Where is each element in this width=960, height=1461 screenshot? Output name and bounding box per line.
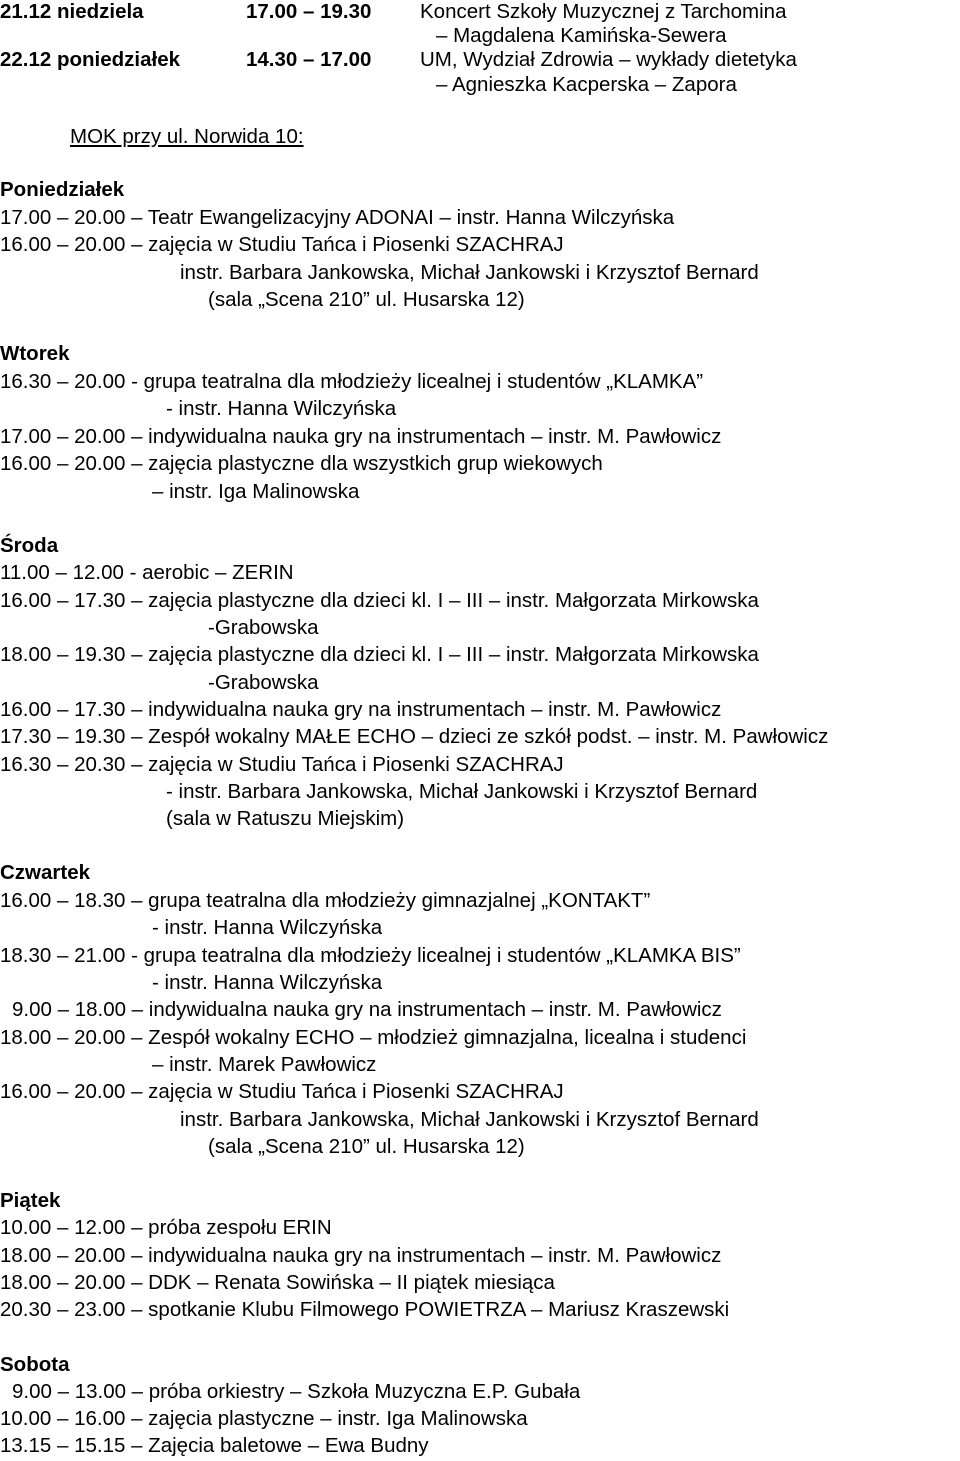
schedule-line: (sala „Scena 210” ul. Husarska 12) [208, 1135, 525, 1158]
schedule-line: instr. Barbara Jankowska, Michał Jankowski i Krzysztof Bernard [180, 1108, 759, 1131]
schedule-line: - instr. Hanna Wilczyńska [152, 971, 383, 994]
schedule-line: -Grabowska [208, 671, 319, 694]
schedule-line: 16.00 – 20.00 – zajęcia w Studiu Tańca i Piosenki SZACHRAJ [0, 233, 564, 256]
event-description: Koncert Szkoły Muzycznej z Tarchomina [420, 0, 787, 23]
schedule-line: 20.30 – 23.00 – spotkanie Klubu Filmowego POWIETRZA – Mariusz Kraszewski [0, 1298, 730, 1321]
schedule-line: (sala „Scena 210” ul. Husarska 12) [208, 288, 525, 311]
event-description-cont: – Agnieszka Kacperska – Zapora [436, 73, 737, 96]
day-heading-saturday: Sobota [0, 1353, 70, 1376]
schedule-line: 17.00 – 20.00 – indywidualna nauka gry na instrumentach – instr. M. Pawłowicz [0, 425, 722, 448]
event-date: 21.12 niedziela [0, 0, 144, 23]
day-heading-monday: Poniedziałek [0, 178, 125, 201]
schedule-line: 18.00 – 20.00 – Zespół wokalny ECHO – młodzież gimnazjalna, licealna i studenci [0, 1026, 747, 1049]
schedule-line: 16.30 – 20.30 – zajęcia w Studiu Tańca i Piosenki SZACHRAJ [0, 753, 564, 776]
schedule-line: 13.15 – 15.15 – Zajęcia baletowe – Ewa Budny [0, 1434, 429, 1457]
schedule-line: - instr. Barbara Jankowska, Michał Jankowski i Krzysztof Bernard [166, 780, 758, 803]
schedule-line: 18.00 – 20.00 – DDK – Renata Sowińska – II piątek miesiąca [0, 1271, 555, 1294]
schedule-line: 17.00 – 20.00 – Teatr Ewangelizacyjny ADONAI – instr. Hanna Wilczyńska [0, 206, 675, 229]
schedule-line: – instr. Iga Malinowska [152, 480, 360, 503]
schedule-line: (sala w Ratuszu Miejskim) [166, 807, 405, 830]
schedule-line: 10.00 – 12.00 – próba zespołu ERIN [0, 1216, 332, 1239]
schedule-line: 9.00 – 13.00 – próba orkiestry – Szkoła Muzyczna E.P. Gubała [12, 1380, 581, 1403]
venue-title: MOK przy ul. Norwida 10: [70, 125, 304, 148]
schedule-line: 18.30 – 21.00 - grupa teatralna dla młodzieży licealnej i studentów „KLAMKA BIS” [0, 944, 741, 967]
schedule-line: - instr. Hanna Wilczyńska [166, 397, 397, 420]
schedule-line: instr. Barbara Jankowska, Michał Jankowski i Krzysztof Bernard [180, 261, 759, 284]
day-heading-thursday: Czwartek [0, 861, 91, 884]
schedule-line: -Grabowska [208, 616, 319, 639]
schedule-line: 16.00 – 18.30 – grupa teatralna dla młodzieży gimnazjalnej „KONTAKT” [0, 889, 651, 912]
day-heading-friday: Piątek [0, 1189, 61, 1212]
schedule-line: 18.00 – 20.00 – indywidualna nauka gry na instrumentach – instr. M. Pawłowicz [0, 1244, 722, 1267]
event-description-cont: – Magdalena Kamińska-Sewera [436, 24, 727, 47]
day-heading-wednesday: Środa [0, 534, 59, 557]
schedule-line: 18.00 – 19.30 – zajęcia plastyczne dla dzieci kl. I – III – instr. Małgorzata Mirkowska [0, 643, 759, 666]
schedule-line: – instr. Marek Pawłowicz [152, 1053, 377, 1076]
day-heading-tuesday: Wtorek [0, 342, 70, 365]
schedule-line: 16.00 – 20.00 – zajęcia w Studiu Tańca i Piosenki SZACHRAJ [0, 1080, 564, 1103]
event-time: 17.00 – 19.30 [246, 0, 372, 23]
schedule-line: 16.00 – 20.00 – zajęcia plastyczne dla wszystkich grup wiekowych [0, 452, 603, 475]
event-time: 14.30 – 17.00 [246, 48, 372, 71]
schedule-line: 16.00 – 17.30 – indywidualna nauka gry na instrumentach – instr. M. Pawłowicz [0, 698, 722, 721]
schedule-line: 10.00 – 16.00 – zajęcia plastyczne – instr. Iga Malinowska [0, 1407, 528, 1430]
schedule-line: 11.00 – 12.00 - aerobic – ZERIN [0, 561, 294, 584]
schedule-line: 17.30 – 19.30 – Zespół wokalny MAŁE ECHO – dzieci ze szkół podst. – instr. M. Pawłowicz [0, 725, 829, 748]
event-description: UM, Wydział Zdrowia – wykłady dietetyka [420, 48, 797, 71]
schedule-line: 16.00 – 17.30 – zajęcia plastyczne dla dzieci kl. I – III – instr. Małgorzata Mirkowska [0, 589, 759, 612]
schedule-line: 9.00 – 18.00 – indywidualna nauka gry na instrumentach – instr. M. Pawłowicz [12, 998, 722, 1021]
schedule-line: 16.30 – 20.00 - grupa teatralna dla młodzieży licealnej i studentów „KLAMKA” [0, 370, 704, 393]
event-date: 22.12 poniedziałek [0, 48, 181, 71]
schedule-line: - instr. Hanna Wilczyńska [152, 916, 383, 939]
